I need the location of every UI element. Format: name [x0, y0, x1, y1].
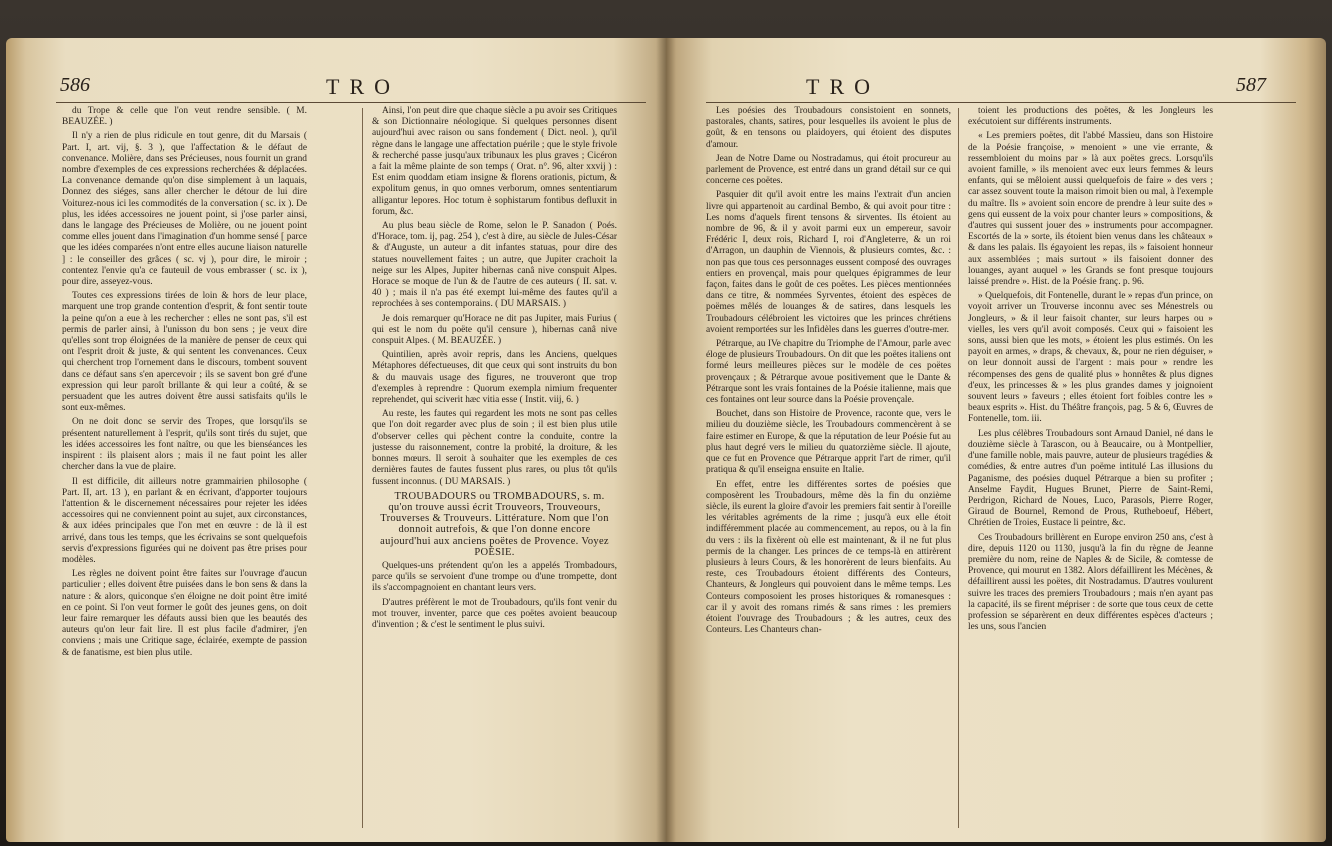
paragraph: Au reste, les fautes qui regardent les mots ne sont pas celles que l'on doit regarder avec plus de soin ; il est bien plus utile d'observer celles qui pèchent contre la conduite, contre la justesse du raisonnement, contre la probité, la droiture, & les bonnes mœurs. Il seroit à souhaiter que les exemples de ces dernières fautes de fautes fussent plus rares, ou plus tôt qu'ils fussent inconnus. ( DU MARSAIS. ) — [372, 409, 617, 487]
paragraph: toient les productions des poëtes, & les Jongleurs les exécutoient sur différents instruments. — [968, 106, 1213, 128]
paragraph: Je dois remarquer qu'Horace ne dit pas Jupiter, mais Furius ( qui est le nom du poëte qu'il censure ), hibernas canâ nive conspuit Alpes. ( M. BEAUZÉE. ) — [372, 313, 617, 347]
paragraph: Pasquier dit qu'il avoit entre les mains l'extrait d'un ancien livre qui appartenoit au cardinal Bembo, & qui avoit pour titre : Les noms d'aquels firent tensons & sirventes. Ils étoient au nombre de 96, & il y avoit parmi eux un empereur, savoir Frédéric I, deux rois, Richard I, roi d'Angleterre, & un roi d'Arragon, un dauphin de Viennois, & plusieurs comtes, &c. : non pas que tous ces personnages eussent composé des ouvrages entiers en provençal, mais pour quelques épigrammes de leur façon, faites dans le goût de ces poëtes. Les pièces mentionnées dans ce titre, & nommées Syrventes, étoient des espèces de poëmes mêlés de louanges & de satires, dans lesquels les Troubadours célébroient les victoires que les princes chrétiens avoient remportées sur les Infidèles dans les guerres d'outre-mer. — [706, 190, 951, 335]
right-running-head: TRO — [806, 74, 880, 99]
paragraph: Pétrarque, au IVe chapitre du Triomphe de l'Amour, parle avec éloge de plusieurs Troubadours. On dit que les poëtes italiens ont formé leurs meilleures pièces sur le modèle de ces poëtes provençaux ; & Pétrarque avoue positivement que le Dante & Pétrarque sont les vrais fontaines de la Poésie italienne, mais que ces fontaines ont leur source dans la Poésie provençale. — [706, 339, 951, 406]
right-page — [666, 38, 1326, 842]
paragraph: » Quelquefois, dit Fontenelle, durant le » repas d'un prince, on voyoit arriver un Trouverse inconnu avec ses Ménestrels ou Jongleurs, » & il leur faisoit chanter, sur leurs harpes ou » vielles, les vers qu'il avoit composés. Ceux qui » faisoient les sons, aussi bien que les mots, » étoient les plus estimés. On les payoit en armes, » draps, & chevaux, &, pour ne rien déguiser, » on leur donnoit aussi de l'argent : mais pour » rendre les récompenses des gens de qualité plus » honnêtes & plus dignes d'eux, les princesses & » les plus grandes dames y joignoient souvent leurs » faveurs ; elles étoient fort foibles contre les » beaux esprits ». Hist. du Théâtre françois, pag. 5 & 6, Œuvres de Fontenelle, tom. iii. — [968, 291, 1213, 425]
paragraph: Quintilien, après avoir repris, dans les Anciens, quelques Métaphores défectueuses, dit que ceux qui sont instruits du bon & du mauvais usage des figures, ne trouveront que trop d'exemples à reprendre : Quorum exempla nimium frequenter reprehendet, qui sciverit hæc vitia esse ( Instit. viij, 6. ) — [372, 350, 617, 406]
paragraph: Ces Troubadours brillèrent en Europe environ 250 ans, c'est à dire, depuis 1120 ou 1130, jusqu'à la fin du règne de Jeanne première du nom, reine de Naples & de Sicile, & comtesse de Provence, qui mourut en 1382. Alors défaillirent les Mécènes, & défaillirent aussi les poëtes, dit Nostradamus. D'autres voulurent suivre les traces des premiers Troubadours ; mais n'en ayant pas la capacité, ils se firent mépriser : de sorte que tous ceux de cette profession se séparèrent en deux différentes espèces d'acteurs ; les uns, sous l'ancien — [968, 532, 1213, 633]
left-column-1 — [62, 106, 307, 836]
paragraph: En effet, entre les différentes sortes de poésies que composèrent les Troubadours, même dès la fin du onzième siècle, ils eurent la gloire d'avoir les premiers fait sentir à l'oreille les véritables agréments de la rime ; jusqu'à eux elle étoit indifféremment placée au commencement, au repos, ou à la fin du vers : ils la fixèrent où elle est maintenant, & il ne fut plus permis de la changer. Les princes de ce temps-là en attirèrent plusieurs à leurs Cours, & les honorèrent de leurs bienfaits. Au reste, ces Troubadours étoient différents des Conteurs, Chanteurs, & Jongleurs qui pouvoient dans le même temps. Les Conteurs composoient les proses historiques & romanesques : car il y avoit des romans rimés & sans rimes : les premiers étoient l'ouvrage des Troubadours ; & les autres, ceux des Conteurs. Les Chanteurs chan- — [706, 479, 951, 636]
paragraph: « Les premiers poëtes, dit l'abbé Massieu, dans son Histoire de la Poésie françoise, » menoient » une vie errante, & ressembloient du moins par » là aux poëtes grecs. Lorsqu'ils avoient famille, » ils menoient avec eux leurs femmes & leurs enfants, qui se mêloient aussi quelquefois de faire » des vers ; car assez souvent toute la maison rimoit bien ou mal, à l'exemple du maître. Ils » avoient soin encore de prendre à leur suite des » gens qui eussent de la voix pour chanter leurs » compositions, & d'autres qui sussent jouer des » instruments pour accompagner. Escortés de la » sorte, ils étoient bien venus dans les châteaux » & dans les palais. Ils égayoient les repas, ils » faisoient honneur aux assemblées ; mais surtout » ils faisoient donner des louanges, ayant auquel » les Grands se font presque toujours laissé prendre ». Hist. de la Poésie franç. p. 96. — [968, 131, 1213, 288]
left-page-number: 586 — [60, 74, 90, 96]
left-column-2 — [372, 106, 617, 836]
paragraph: Bouchet, dans son Histoire de Provence, raconte que, vers le milieu du douzième siècle, les Troubadours commencèrent à se faire estimer en Europe, & que la réputation de leur Poésie fut au plus haut degré vers le milieu du quatorzième siècle. Il ajoute, que ce fut en Provence que Pétrarque apprit l'art de rimer, qu'il pratiqua & qu'il enseigna ensuite en Italie. — [706, 409, 951, 476]
paragraph: Ainsi, l'on peut dire que chaque siècle a pu avoir ses Critiques & son Dictionnaire néologique. Si quelques personnes disent aujourd'hui avec raison ou sans fondement ( Dict. neol. ), qu'il règne dans le langage une affectation puérile ; que le style frivole & recherché passe jusqu'aux tribunaux les plus graves ; Cicéron a fait la même plainte de son temps ( Orat. n°. 96, alter xxvij ) : Est enim quoddam etiam insigne & florens orationis, pictum, & expolitum genus, in quo omnes verborum, omnes sententiarum alligantur lepores. Hoc totum è sophistarum fontibus defluxit in forum, &c. — [372, 106, 617, 217]
paragraph: On ne doit donc se servir des Tropes, que lorsqu'ils se présentent naturellement à l'esprit, qu'ils sont tirés du sujet, que les idées accessoires les font naître, ou que les bienséances les inspirent : ils plaisent alors ; mais il ne faut point les aller chercher dans la vue de plaire. — [62, 417, 307, 473]
paragraph: Les poésies des Troubadours consistoient en sonnets, pastorales, chants, satires, pour lesquelles ils avoient le plus de goût, & en tensons ou plaidoyers, qui étoient des disputes d'amour. — [706, 106, 951, 150]
paragraph: Les plus célèbres Troubadours sont Arnaud Daniel, né dans le douzième siècle à Tarascon, ou à Beaucaire, ou à Montpellier, d'une famille noble, mais pauvre, auteur de plusieurs tragédies & comédies, & entre autres d'un poëme intitulé Las illusions du Paganisme, des poésies duquel Pétrarque a bien su profiter ; Anselme Faydit, Hugues Brunet, Pierre de Saint-Remi, Perdrigon, Richard de Noues, Luco, Parasols, Pierre Roger, Giraud de Bournel, Remond de Prous, Rutheboeuf, Hébert, Chrétien de Troies, Eustace li peintre, &c. — [968, 428, 1213, 529]
paragraph: Au plus beau siècle de Rome, selon le P. Sanadon ( Poés. d'Horace, tom. ij, pag. 254 ), c'est à dire, au siècle de Jules-César & d'Auguste, un auteur a dit infantes statuas, pour dire des statues nouvellement faites ; un autre, que Jupiter crachoit la neige sur les Alpes, Jupiter hibernas canâ nive conspuit Alpes. Horace se moque de l'un & de l'autre de ces auteurs ( II. sat. v. 40 ) ; mais il n'a pas été exempt lui-même des fautes qu'il a reprochées à ses contemporains. ( DU MARSAIS. ) — [372, 221, 617, 310]
right-head-rule — [706, 102, 1296, 103]
paragraph: Jean de Notre Dame ou Nostradamus, qui étoit procureur au parlement de Provence, est entré dans un grand détail sur ce qui concerne ces poëtes. — [706, 153, 951, 187]
left-column-divider — [362, 108, 363, 828]
paragraph: Il est difficile, dit ailleurs notre grammairien philosophe ( Part. II, art. 13 ), en parlant & en écrivant, d'apporter toujours l'attention & le discernement nécessaires pour rejeter les idées accessoires qui ne conviennent point au sujet, aux circonstances, & aux idées principales que l'on met en œuvre : de là il est arrivé, dans tous les temps, que les écrivains se sont quelquefois servis d'expressions figurées qui ne doivent pas être prises pour modèles. — [62, 476, 307, 565]
paragraph: du Trope & celle que l'on veut rendre sensible. ( M. BEAUZÉE. ) — [62, 106, 307, 128]
right-column-2 — [968, 106, 1213, 836]
right-column-1 — [706, 106, 951, 836]
right-column-divider — [958, 108, 959, 828]
paragraph: Toutes ces expressions tirées de loin & hors de leur place, marquent une trop grande contention d'esprit, & font sentir toute la peine qu'on a eue à les rechercher : elles ne sont pas, s'il est permis de parler ainsi, à l'unisson du bon sens ; je veux dire qu'elles sont trop éloignées de la manière de penser de ceux qui ont l'esprit droit & juste, & qui sentent les convenances. Ceux qui cherchent trop l'ornement dans le discours, tombent souvent dans ce défaut sans s'en apercevoir ; ils se savent bon gré d'une expression qui leur paroît brillante & qui leur a coûté, & se persuadent que les autres doivent être aussi satisfaits qu'ils le sont eux-mêmes. — [62, 291, 307, 414]
paragraph: D'autres préfèrent le mot de Troubadours, qu'ils font venir du mot trouver, inventer, parce que ces poëtes avoient beaucoup d'invention ; & c'est le sentiment le plus suivi. — [372, 597, 617, 630]
paragraph: Quelques-uns prétendent qu'on les a appelés Trombadours, parce qu'ils se servoient d'une trompe ou d'une trompette, dont ils s'accompagnoient en chantant leurs vers. — [372, 560, 617, 594]
paragraph: Les règles ne doivent point être faites sur l'ouvrage d'aucun particulier ; elles doivent être puisées dans le bon sens & dans la nature : & alors, quiconque s'en éloigne ne doit point être imité en ce point. Si l'on veut former le goût des jeunes gens, on doit leur faire remarquer les défauts aussi bien que les beautés des auteurs qu'on leur fait lire. Il est plus facile d'admirer, j'en conviens ; mais une Critique sage, éclairée, exempte de passion & de fanatisme, est bien plus utile. — [62, 569, 307, 658]
paragraph: Il n'y a rien de plus ridicule en tout genre, dit du Marsais ( Part. I, art. vij, §. 3 ), que l'affectation & le défaut de convenance. Molière, dans ses Précieuses, nous fournit un grand nombre d'exemples de ces expressions recherchées & déplacées. La convenance demande qu'on dise simplement à un laquais, Donnez des siéges, sans aller chercher le détour de lui dire Voiturez-nous ici les commodités de la conversation ( sc. ix ). De plus, les idées accessoires ne jouent point, si j'ose parler ainsi, dans le langage des Précieuses de Molière, ou ne jouent point comme elles jouent dans l'imagination d'un homme sensé [ parce que les idées comparées n'ont entre elles aucune liaison naturelle ] : le conseiller des grâces ( sc. vj ), pour dire, le miroir ; contentez l'envie qu'a ce fauteuil de vous embrasser ( sc. ix ), pour dire, asseyez-vous. — [62, 131, 307, 288]
left-head-rule — [56, 102, 646, 103]
book-gutter — [656, 38, 676, 842]
left-running-head: TRO — [326, 74, 400, 99]
left-page — [6, 38, 666, 842]
right-page-number: 587 — [1236, 74, 1266, 96]
entry-heading: TROUBADOURS ou TROMBADOURS, s. m. qu'on trouve aussi écrit Trouveors, Trouveours, Trouverses & Trouveurs. Littérature. Nom que l'on donnoit autrefois, & que l'on donne encore aujourd'hui aux anciens poëtes de Provence. Voyez POÉSIE. — [380, 490, 609, 558]
open-book — [6, 38, 1326, 842]
